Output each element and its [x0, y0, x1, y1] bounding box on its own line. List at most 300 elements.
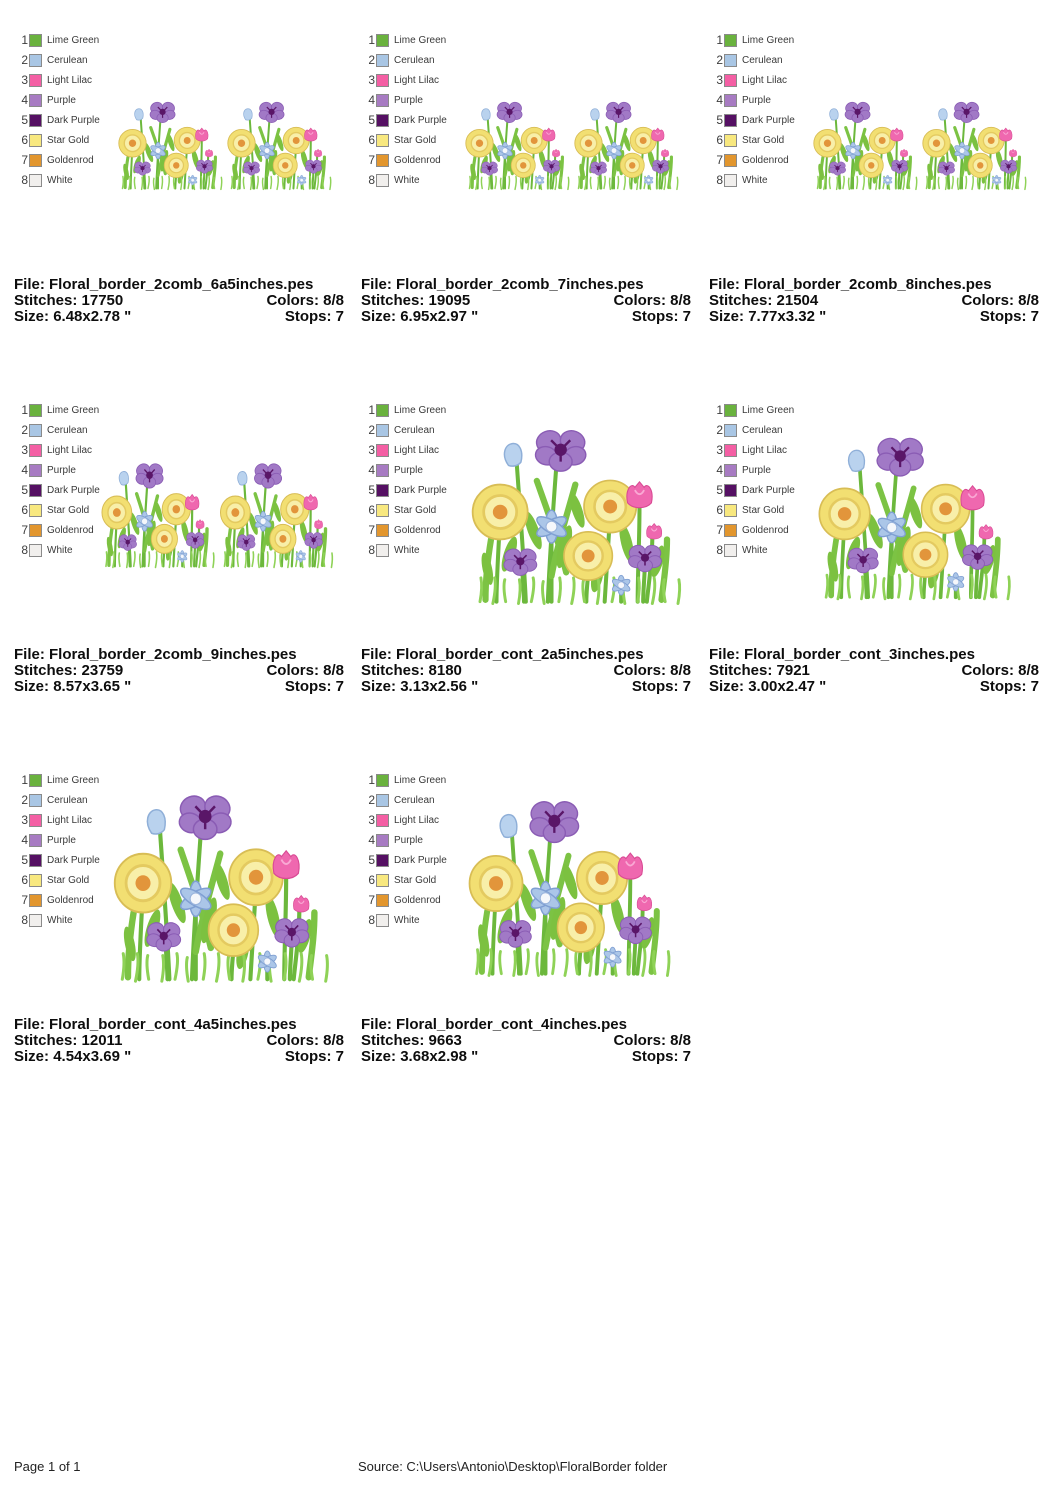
thread-name: Cerulean	[47, 794, 88, 806]
legend-row	[363, 480, 447, 500]
thread-number: 5	[368, 853, 375, 867]
stops-value: 7	[682, 678, 691, 695]
file-label: File:	[14, 1016, 45, 1033]
design-thumbnail	[117, 94, 335, 200]
legend-row	[363, 70, 447, 90]
design-thumbnail	[469, 426, 689, 609]
size-stops-line	[361, 679, 691, 695]
color-swatch	[376, 914, 389, 927]
legend-row	[363, 460, 447, 480]
color-swatch	[724, 484, 737, 497]
color-swatch	[724, 544, 737, 557]
thread-name: White	[394, 174, 420, 186]
file-label: File:	[361, 1016, 392, 1033]
color-swatch	[376, 854, 389, 867]
file-label: File:	[709, 276, 740, 293]
stitches-value: 21504	[776, 292, 819, 309]
stitches-colors-line	[709, 663, 1039, 679]
legend-row	[16, 500, 100, 520]
thread-number: 6	[21, 503, 28, 517]
design-thumbnail	[816, 434, 1018, 604]
legend-row	[16, 810, 100, 830]
thread-number: 3	[716, 73, 723, 87]
thread-number: 2	[368, 423, 375, 437]
legend-row	[363, 830, 447, 850]
thread-number: 5	[716, 483, 723, 497]
color-swatch	[376, 74, 389, 87]
color-swatch	[376, 404, 389, 417]
color-count	[613, 293, 691, 309]
legend-row	[363, 110, 447, 130]
legend-row	[16, 460, 100, 480]
legend-row	[363, 170, 447, 190]
legend-row	[16, 850, 100, 870]
thread-name: Goldenrod	[394, 154, 441, 166]
thread-name: Lime Green	[742, 404, 795, 416]
thread-number: 4	[21, 93, 28, 107]
color-swatch	[376, 154, 389, 167]
color-swatch	[29, 854, 42, 867]
thread-name: Star Gold	[742, 504, 785, 516]
stop-count	[980, 309, 1039, 325]
thread-name: Cerulean	[742, 54, 783, 66]
color-swatch	[376, 894, 389, 907]
thread-name: Dark Purple	[394, 854, 447, 866]
thread-name: Goldenrod	[742, 524, 789, 536]
design-size	[14, 309, 131, 325]
legend-row	[711, 30, 795, 50]
thread-name: Purple	[394, 834, 423, 846]
legend-row	[16, 790, 100, 810]
color-swatch	[29, 914, 42, 927]
thread-number: 5	[21, 853, 28, 867]
thread-number: 1	[368, 33, 375, 47]
legend-row	[363, 420, 447, 440]
size-value: 4.54x3.69 "	[53, 1048, 132, 1065]
thread-number: 5	[21, 483, 28, 497]
colors-label: Colors:	[266, 1032, 319, 1049]
thread-name: Light Lilac	[47, 444, 93, 456]
legend-row	[16, 420, 100, 440]
stitch-count	[709, 663, 810, 679]
legend-row	[16, 890, 100, 910]
thread-number: 2	[21, 793, 28, 807]
legend-row	[711, 90, 795, 110]
stitches-colors-line	[361, 293, 691, 309]
stops-value: 7	[682, 1048, 691, 1065]
stops-label: Stops:	[631, 1048, 679, 1065]
thread-color-legend	[16, 770, 100, 930]
size-stops-line	[709, 309, 1039, 325]
legend-row	[16, 830, 100, 850]
legend-row	[711, 420, 795, 440]
legend-row	[711, 500, 795, 520]
thread-name: Dark Purple	[394, 484, 447, 496]
thread-name: Light Lilac	[742, 444, 788, 456]
thread-number: 6	[21, 133, 28, 147]
thread-number: 3	[368, 813, 375, 827]
stitch-count	[14, 293, 123, 309]
thread-number: 3	[368, 443, 375, 457]
design-thumbnail	[464, 94, 682, 200]
stop-count	[980, 679, 1039, 695]
stitches-value: 23759	[81, 662, 124, 679]
colors-label: Colors:	[266, 292, 319, 309]
stitch-count	[14, 1033, 122, 1049]
size-value: 7.77x3.32 "	[748, 308, 827, 325]
thread-number: 3	[21, 443, 28, 457]
stitches-value: 19095	[428, 292, 471, 309]
thread-name: White	[394, 914, 420, 926]
legend-row	[16, 870, 100, 890]
design-size	[14, 1049, 131, 1065]
stops-value: 7	[335, 308, 344, 325]
color-swatch	[376, 444, 389, 457]
file-name-line	[361, 647, 691, 663]
size-label: Size:	[361, 678, 397, 695]
color-swatch	[29, 424, 42, 437]
size-stops-line	[361, 309, 691, 325]
thread-number: 7	[716, 523, 723, 537]
size-label: Size:	[14, 1048, 50, 1065]
design-info	[14, 1017, 344, 1065]
thread-name: Lime Green	[47, 404, 100, 416]
stitch-count	[361, 663, 462, 679]
thread-name: Star Gold	[394, 874, 437, 886]
size-stops-line	[709, 679, 1039, 695]
stitches-label: Stitches:	[14, 1032, 78, 1049]
thread-name: Light Lilac	[394, 74, 440, 86]
design-size	[709, 309, 826, 325]
legend-row	[16, 540, 100, 560]
legend-row	[711, 170, 795, 190]
legend-row	[16, 50, 100, 70]
color-swatch	[29, 794, 42, 807]
stops-label: Stops:	[631, 678, 679, 695]
color-count	[266, 1033, 344, 1049]
thread-number: 2	[368, 793, 375, 807]
stop-count	[285, 309, 344, 325]
stitch-count	[709, 293, 818, 309]
thread-name: Lime Green	[742, 34, 795, 46]
thread-color-legend	[363, 770, 447, 930]
thread-name: Lime Green	[47, 34, 100, 46]
thread-number: 8	[21, 173, 28, 187]
thread-name: Star Gold	[47, 134, 90, 146]
thread-name: Cerulean	[394, 54, 435, 66]
stitches-label: Stitches:	[361, 1032, 425, 1049]
thread-name: Purple	[742, 464, 771, 476]
color-swatch	[724, 504, 737, 517]
legend-row	[363, 440, 447, 460]
stitches-value: 12011	[81, 1032, 123, 1049]
legend-row	[363, 810, 447, 830]
color-swatch	[724, 424, 737, 437]
thread-number: 4	[716, 463, 723, 477]
legend-row	[711, 400, 795, 420]
stitches-label: Stitches:	[709, 662, 773, 679]
stops-value: 7	[335, 1048, 344, 1065]
color-swatch	[724, 444, 737, 457]
thread-color-legend	[16, 30, 100, 190]
color-swatch	[376, 774, 389, 787]
thread-number: 2	[716, 423, 723, 437]
thread-name: Light Lilac	[394, 444, 440, 456]
thread-name: Purple	[394, 94, 423, 106]
file-name-line	[709, 647, 1039, 663]
color-count	[961, 293, 1039, 309]
file-name-line	[14, 277, 344, 293]
file-name-line	[14, 647, 344, 663]
colors-label: Colors:	[266, 662, 319, 679]
design-info	[709, 277, 1039, 325]
thread-name: Star Gold	[47, 504, 90, 516]
color-swatch	[29, 134, 42, 147]
colors-value: 8/8	[323, 292, 344, 309]
design-card	[709, 30, 1039, 400]
stops-label: Stops:	[979, 678, 1027, 695]
thread-number: 3	[21, 73, 28, 87]
size-value: 8.57x3.65 "	[53, 678, 132, 695]
thread-name: Goldenrod	[394, 894, 441, 906]
thread-number: 2	[716, 53, 723, 67]
legend-row	[363, 540, 447, 560]
design-card	[14, 400, 344, 770]
color-swatch	[29, 544, 42, 557]
colors-label: Colors:	[613, 1032, 666, 1049]
thread-number: 5	[368, 113, 375, 127]
file-name: Floral_border_cont_3inches.pes	[744, 646, 975, 663]
stops-label: Stops:	[284, 1048, 332, 1065]
thread-name: White	[47, 174, 73, 186]
design-size	[709, 679, 826, 695]
thread-name: White	[742, 174, 768, 186]
design-thumbnail	[100, 454, 337, 580]
color-swatch	[724, 134, 737, 147]
legend-row	[363, 870, 447, 890]
thread-name: Purple	[394, 464, 423, 476]
color-swatch	[29, 834, 42, 847]
colors-label: Colors:	[613, 662, 666, 679]
design-card	[361, 30, 691, 400]
colors-label: Colors:	[961, 292, 1014, 309]
size-stops-line	[14, 309, 344, 325]
color-swatch	[29, 114, 42, 127]
thread-number: 1	[21, 33, 28, 47]
stitches-value: 8180	[428, 662, 462, 679]
thread-number: 1	[716, 403, 723, 417]
thread-number: 7	[21, 523, 28, 537]
size-stops-line	[14, 679, 344, 695]
stitch-count	[14, 663, 123, 679]
thread-number: 7	[368, 153, 375, 167]
design-info	[14, 277, 344, 325]
file-name: Floral_border_2comb_6a5inches.pes	[49, 276, 314, 293]
color-swatch	[29, 174, 42, 187]
color-swatch	[29, 444, 42, 457]
thread-name: White	[394, 544, 420, 556]
size-value: 6.48x2.78 "	[53, 308, 132, 325]
color-count	[961, 663, 1039, 679]
thread-name: White	[47, 544, 73, 556]
color-swatch	[29, 894, 42, 907]
color-swatch	[376, 504, 389, 517]
file-label: File:	[14, 646, 45, 663]
thread-number: 5	[716, 113, 723, 127]
legend-row	[711, 150, 795, 170]
stitches-colors-line	[14, 293, 344, 309]
legend-row	[711, 440, 795, 460]
design-thumbnail	[466, 797, 678, 981]
file-name-line	[14, 1017, 344, 1033]
legend-row	[16, 480, 100, 500]
thread-name: Light Lilac	[47, 814, 93, 826]
color-swatch	[724, 34, 737, 47]
color-swatch	[376, 464, 389, 477]
thread-name: Star Gold	[394, 134, 437, 146]
legend-row	[711, 460, 795, 480]
design-info	[361, 1017, 691, 1065]
thread-number: 7	[716, 153, 723, 167]
thread-name: Lime Green	[394, 34, 447, 46]
stops-label: Stops:	[979, 308, 1027, 325]
stitches-colors-line	[361, 1033, 691, 1049]
size-label: Size:	[361, 1048, 397, 1065]
legend-row	[711, 540, 795, 560]
color-swatch	[376, 814, 389, 827]
thread-name: Purple	[47, 94, 76, 106]
thread-number: 4	[368, 463, 375, 477]
thread-number: 7	[21, 893, 28, 907]
stop-count	[632, 679, 691, 695]
stops-value: 7	[335, 678, 344, 695]
thread-number: 7	[368, 523, 375, 537]
thread-number: 6	[368, 133, 375, 147]
thread-name: Purple	[47, 464, 76, 476]
thread-number: 3	[716, 443, 723, 457]
legend-row	[363, 150, 447, 170]
color-swatch	[376, 524, 389, 537]
color-swatch	[376, 174, 389, 187]
color-swatch	[29, 464, 42, 477]
stops-label: Stops:	[284, 308, 332, 325]
colors-value: 8/8	[323, 1032, 344, 1049]
legend-row	[16, 90, 100, 110]
color-swatch	[29, 74, 42, 87]
thread-name: Purple	[742, 94, 771, 106]
thread-color-legend	[16, 400, 100, 560]
color-swatch	[376, 874, 389, 887]
legend-row	[363, 770, 447, 790]
design-info	[709, 647, 1039, 695]
thread-number: 5	[368, 483, 375, 497]
thread-name: Cerulean	[394, 424, 435, 436]
thread-name: Lime Green	[394, 774, 447, 786]
stitches-colors-line	[14, 1033, 344, 1049]
thread-name: Dark Purple	[742, 114, 795, 126]
file-name-line	[361, 277, 691, 293]
thread-number: 8	[368, 173, 375, 187]
colors-value: 8/8	[1018, 662, 1039, 679]
thread-number: 8	[368, 543, 375, 557]
size-value: 3.13x2.56 "	[400, 678, 479, 695]
color-swatch	[724, 154, 737, 167]
design-size	[14, 679, 131, 695]
legend-row	[363, 130, 447, 150]
design-info	[14, 647, 344, 695]
thread-name: Dark Purple	[47, 114, 100, 126]
thread-name: Cerulean	[47, 54, 88, 66]
stop-count	[632, 309, 691, 325]
color-swatch	[376, 34, 389, 47]
thread-number: 5	[21, 113, 28, 127]
page-indicator: Page 1 of 1	[14, 1459, 81, 1474]
design-thumbnail	[111, 791, 337, 987]
color-swatch	[724, 74, 737, 87]
stitches-label: Stitches:	[14, 292, 78, 309]
legend-row	[16, 170, 100, 190]
thread-name: Lime Green	[394, 404, 447, 416]
thread-name: Goldenrod	[47, 524, 94, 536]
size-value: 3.00x2.47 "	[748, 678, 827, 695]
color-swatch	[29, 524, 42, 537]
stop-count	[632, 1049, 691, 1065]
thread-number: 1	[368, 773, 375, 787]
color-swatch	[724, 54, 737, 67]
legend-row	[16, 150, 100, 170]
color-swatch	[29, 34, 42, 47]
legend-row	[363, 790, 447, 810]
legend-row	[711, 480, 795, 500]
legend-row	[16, 400, 100, 420]
color-swatch	[724, 174, 737, 187]
thread-name: Goldenrod	[47, 894, 94, 906]
thread-number: 2	[21, 423, 28, 437]
file-name: Floral_border_2comb_8inches.pes	[744, 276, 992, 293]
stop-count	[285, 1049, 344, 1065]
stops-label: Stops:	[284, 678, 332, 695]
legend-row	[711, 520, 795, 540]
legend-row	[363, 400, 447, 420]
thread-name: Cerulean	[394, 794, 435, 806]
design-size	[361, 679, 478, 695]
thread-number: 6	[716, 503, 723, 517]
size-label: Size:	[14, 308, 50, 325]
thread-name: Dark Purple	[47, 854, 100, 866]
stitches-label: Stitches:	[361, 662, 425, 679]
thread-color-legend	[363, 400, 447, 560]
color-swatch	[724, 404, 737, 417]
thread-number: 8	[21, 543, 28, 557]
thread-number: 3	[21, 813, 28, 827]
file-label: File:	[14, 276, 45, 293]
file-name: Floral_border_2comb_9inches.pes	[49, 646, 297, 663]
stops-label: Stops:	[631, 308, 679, 325]
color-swatch	[29, 874, 42, 887]
color-swatch	[376, 54, 389, 67]
design-size	[361, 309, 478, 325]
size-value: 6.95x2.97 "	[400, 308, 479, 325]
thread-name: Lime Green	[47, 774, 100, 786]
thread-number: 6	[368, 503, 375, 517]
colors-value: 8/8	[1018, 292, 1039, 309]
thread-number: 6	[368, 873, 375, 887]
design-catalog-grid	[14, 30, 1050, 1140]
file-label: File:	[709, 646, 740, 663]
thread-name: Star Gold	[394, 504, 437, 516]
thread-name: Light Lilac	[47, 74, 93, 86]
stitches-colors-line	[14, 663, 344, 679]
